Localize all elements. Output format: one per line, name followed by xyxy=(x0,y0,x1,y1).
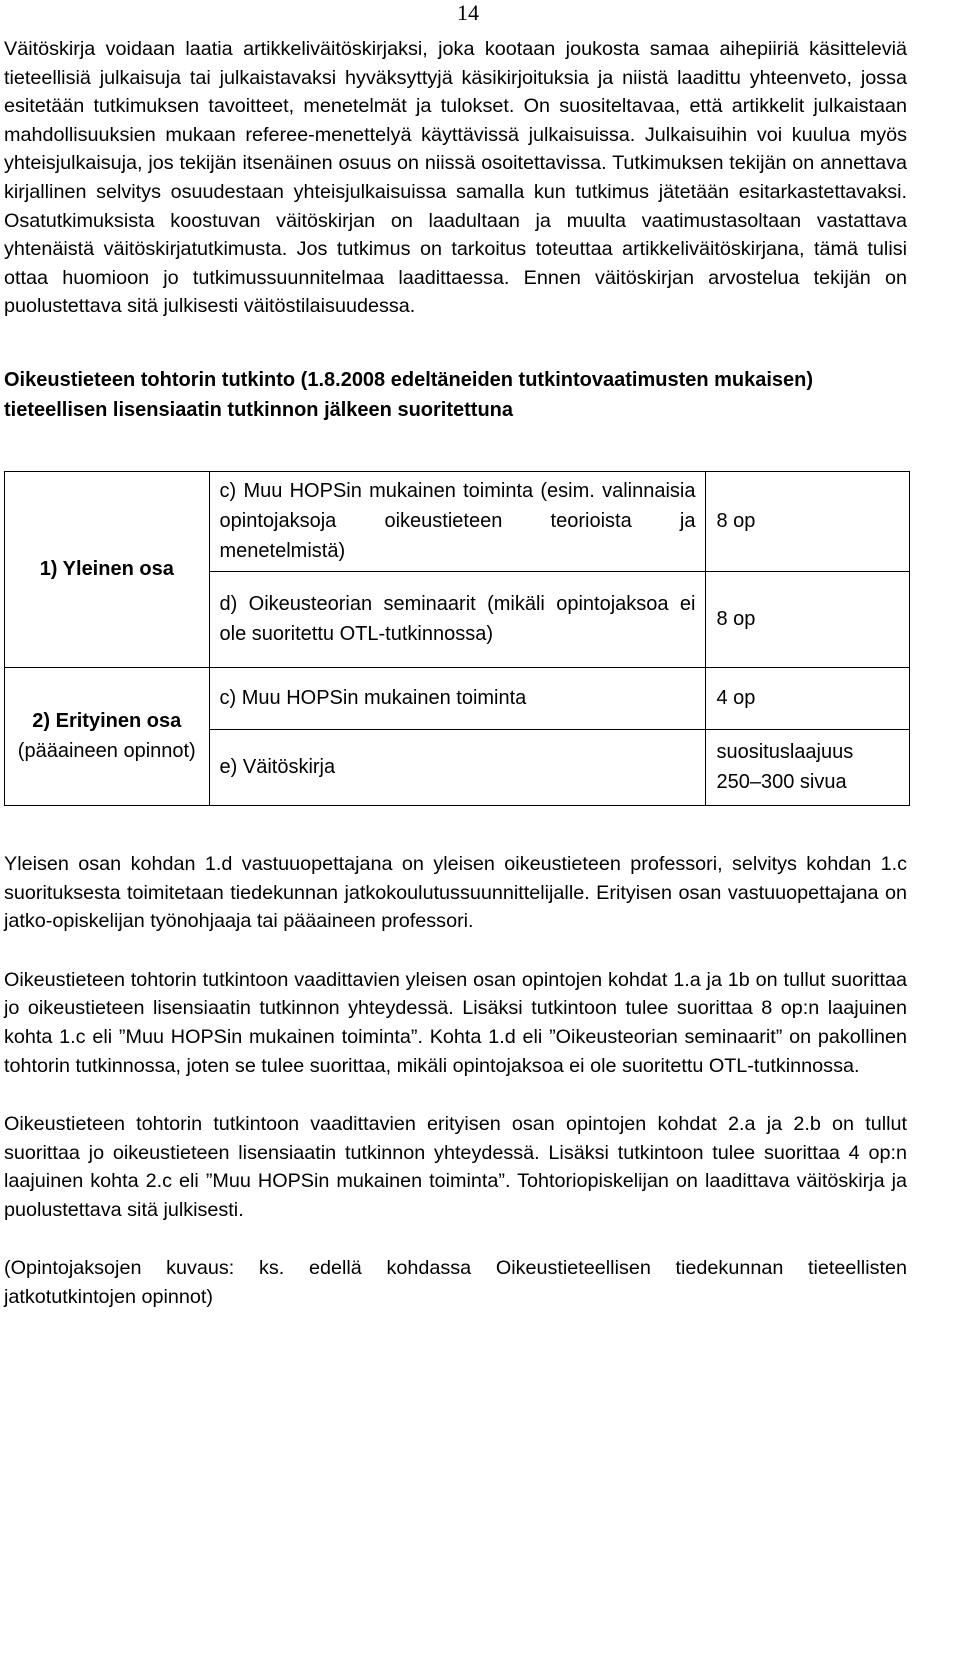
spacer xyxy=(4,806,907,850)
spacer xyxy=(4,1080,907,1110)
credits-cell xyxy=(706,471,910,571)
table-row xyxy=(5,667,910,729)
general-part-paragraph: Oikeustieteen tohtorin tutkintoon vaadittavien yleisen osan opintojen kohdat 1.a ja 1b on tullut suorittaa jo oikeustieteen lisensiaatin tutkinnon yhteydessä. Lisäksi tutkintoon tulee suorittaa 8 op:n laajuinen kohta 1.c eli ”Muu HOPSin mukainen toiminta”. Kohta 1.d eli ”Oikeusteorian seminaarit” on pakollinen tohtorin tutkinnossa, joten se tulee suorittaa, mikäli opintojaksoa ei ole suoritettu OTL-tutkinnossa. xyxy=(4,968,907,1077)
part2-row1-credits: 4 op xyxy=(716,687,756,710)
course-cell xyxy=(209,667,706,729)
part1-row1-credits: 8 op xyxy=(716,510,756,533)
spacer xyxy=(4,1224,907,1254)
part1-row2-credits: 8 op xyxy=(716,608,756,631)
part2-label-cell xyxy=(5,667,210,805)
credits-cell xyxy=(706,667,910,729)
course-cell xyxy=(209,729,706,805)
part1-row1-course: c) Muu HOPSin mukainen toiminta (esim. valinnaisia opintojaksoja oikeustieteen teorioista ja menetelmistä) xyxy=(219,480,696,563)
note-paragraph: (Opintojaksojen kuvaus: ks. edellä kohdassa Oikeustieteellisen tiedekunnan tieteellisten jatkotutkintojen opinnot) xyxy=(4,1257,907,1309)
part2-row2-course: e) Väitöskirja xyxy=(219,756,336,779)
part2-row2-credits: suosituslaajuus 250–300 sivua xyxy=(716,741,854,794)
requirements-table xyxy=(4,471,910,806)
part1-label-cell xyxy=(5,471,210,667)
table-row xyxy=(5,471,910,571)
document-body xyxy=(4,35,907,1312)
part1-row2-course: d) Oikeusteorian seminaarit (mikäli opintojaksoa ei ole suoritettu OTL-tutkinnossa) xyxy=(219,593,696,646)
course-cell xyxy=(209,471,706,571)
spacer xyxy=(4,321,907,365)
credits-cell xyxy=(706,571,910,667)
part2-label-plain: (pääaineen opinnot) xyxy=(17,740,196,763)
course-cell xyxy=(209,571,706,667)
intro-paragraph: Väitöskirja voidaan laatia artikkeliväitöskirjaksi, joka kootaan joukosta samaa aihepiiriä käsitteleviä tieteellisiä julkaisuja tai julkaistavaksi hyväksyttyjä käsikirjoituksia ja niistä laadittu yhteenveto, jossa esitetään tutkimuksen tavoitteet, menetelmät ja tulokset. On suositeltavaa, että artikkelit julkaistaan mahdollisuuksien mukaan referee-menettelyä käyttävissä julkaisuissa. Julkaisuihin voi kuulua myös yhteisjulkaisuja, jos tekijän itsenäinen osuus on niissä osoitettavissa. Tutkimuksen tekijän on annettava kirjallinen selvitys osuudestaan yhteisjulkaisuissa samalla kun tutkimus jätetään esitarkastettavaksi. Osatutkimuksista koostuvan väitöskirjan on laadultaan ja muulta vaatimustasoltaan vastattava yhtenäistä väitöskirjatutkimusta. Jos tutkimus on tarkoitus toteuttaa artikkeliväitöskirjana, tämä tulisi ottaa huomioon jo tutkimussuunnitelmaa laadittaessa. Ennen väitöskirjan arvostelua tekijän on puolustettava sitä julkisesti väitöstilaisuudessa. xyxy=(4,38,907,318)
page-number: 14 xyxy=(457,0,479,25)
section-heading: Oikeustieteen tohtorin tutkinto (1.8.2008 edeltäneiden tutkintovaatimusten mukaisen) tieteellisen lisensiaatin tutkinnon jälkeen suoritettuna xyxy=(4,368,814,421)
part1-label: 1) Yleinen osa xyxy=(39,558,174,581)
spacer xyxy=(4,936,907,966)
part2-label-bold: 2) Erityinen osa xyxy=(32,710,182,733)
spacer xyxy=(4,425,907,471)
part2-row1-course: c) Muu HOPSin mukainen toiminta xyxy=(219,687,527,710)
responsible-paragraph: Yleisen osan kohdan 1.d vastuuopettajana on yleisen oikeustieteen professori, selvitys kohdan 1.c suorituksesta toimitetaan tiedekunnan jatkokoulutussuunnittelijalle. Erityisen osan vastuuopettajana on jatko-opiskelijan työnohjaaja tai pääaineen professori. xyxy=(4,852,907,933)
credits-cell xyxy=(706,729,910,805)
special-part-paragraph: Oikeustieteen tohtorin tutkintoon vaadittavien erityisen osan opintojen kohdat 2.a ja 2.b on tullut suorittaa jo oikeustieteen lisensiaatin tutkinnon yhteydessä. Lisäksi tutkintoon tulee suorittaa 4 op:n laajuinen kohta 2.c eli ”Muu HOPSin mukainen toiminta”. Tohtoriopiskelijan on laadittava väitöskirja ja puolustettava sitä julkisesti. xyxy=(4,1113,907,1221)
